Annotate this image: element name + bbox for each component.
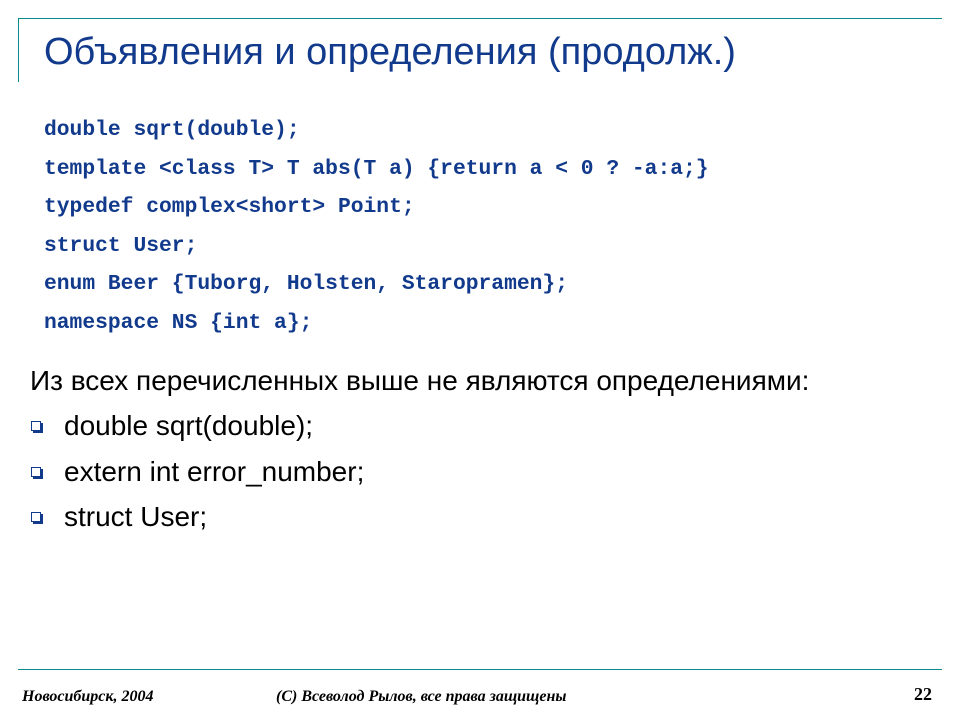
list-item bbox=[30, 450, 364, 496]
code-block bbox=[44, 111, 709, 342]
slide-title: Объявления и определения (продолж.) bbox=[44, 31, 736, 73]
code-line: template <class T> T abs(T a) {return a < 0 ? -a:a;} bbox=[44, 156, 709, 181]
intro-text: Из всех перечисленных выше не являются определениями: bbox=[30, 365, 810, 396]
code-line: namespace NS {int a}; bbox=[44, 310, 313, 335]
page-number: 22 bbox=[914, 684, 932, 704]
footer-location: Новосибирск, 2004 bbox=[22, 688, 154, 705]
list-item bbox=[30, 495, 364, 541]
code-line: double sqrt(double); bbox=[44, 118, 300, 142]
title-accent-line bbox=[18, 18, 19, 82]
top-divider bbox=[18, 18, 942, 19]
square-bullet-icon bbox=[31, 467, 41, 477]
footer-divider bbox=[18, 669, 942, 670]
bullet-list bbox=[30, 404, 364, 541]
list-item-text: double sqrt(double); bbox=[64, 410, 314, 441]
code-line: typedef complex<short> Point; bbox=[44, 195, 415, 219]
footer-copyright: (C) Всеволод Рылов, все права защищены bbox=[276, 688, 567, 705]
code-line: struct User; bbox=[44, 233, 198, 258]
list-item-text: struct User; bbox=[64, 501, 208, 532]
list-item bbox=[30, 404, 364, 450]
code-line: enum Beer {Tuborg, Holsten, Staropramen}; bbox=[44, 272, 568, 296]
list-item-text: extern int error_number; bbox=[64, 455, 365, 487]
square-bullet-icon bbox=[31, 512, 41, 522]
square-bullet-icon bbox=[31, 421, 41, 431]
